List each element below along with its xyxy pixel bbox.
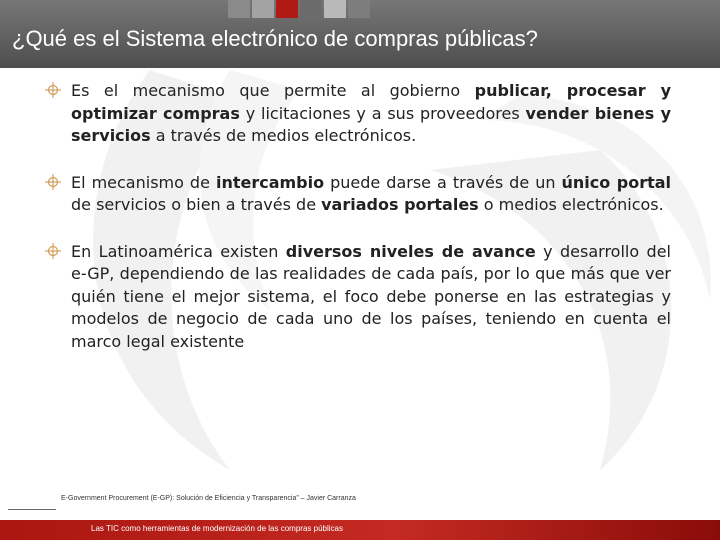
crosshair-circle-icon bbox=[44, 242, 62, 260]
bullet-item bbox=[47, 241, 671, 354]
bullet-emphasis: vender bienes y servicios bbox=[71, 103, 672, 145]
footer-bar bbox=[0, 520, 720, 540]
header-squares-decoration bbox=[0, 0, 720, 22]
bullet-text-segment: El mecanismo de bbox=[71, 172, 216, 192]
bullet-text-segment: a través de medios electrónicos. bbox=[150, 126, 417, 145]
footnote: E-Government Procurement (E-GP): Solución de Eficiencia y Transparencia” – Javier Carranza bbox=[61, 495, 356, 502]
bullet-text bbox=[71, 172, 671, 217]
bullet-item bbox=[47, 80, 671, 148]
bullet-emphasis: intercambio bbox=[215, 172, 325, 192]
crosshair-circle-icon bbox=[44, 81, 62, 99]
slide-title: ¿Qué es el Sistema electrónico de compras públicas? bbox=[12, 26, 538, 51]
bullet-item bbox=[47, 172, 671, 217]
bullet-emphasis: publicar, procesar y optimizar compras bbox=[71, 81, 671, 123]
footer-text: Las TIC como herramientas de modernización de las compras públicas bbox=[91, 524, 343, 533]
bullet-emphasis: único portal bbox=[561, 172, 672, 192]
bullet-text-segment: de servicios o bien a través de bbox=[71, 195, 322, 214]
bullet-text-segment: y desarrollo del e-GP, dependiendo de las realidades de cada país, por lo que más que ver quién tiene el mejor sistema, el foco debe ponerse en las estrategias y modelos de negocio de cada uno de los países, teniendo en cuenta el marco legal existente bbox=[71, 241, 672, 351]
crosshair-circle-icon bbox=[44, 173, 62, 191]
footnote-divider bbox=[8, 509, 56, 510]
bullet-list bbox=[47, 80, 671, 377]
bullet-text-segment: En Latinoamérica existen bbox=[71, 241, 286, 261]
bullet-text-segment: y licitaciones y a sus proveedores bbox=[239, 103, 526, 123]
bullet-text bbox=[71, 241, 671, 354]
bullet-text bbox=[71, 80, 671, 148]
bullet-text-segment: o medios electrónicos. bbox=[478, 195, 664, 214]
bullet-emphasis: diversos niveles de avance bbox=[285, 241, 536, 261]
bullet-text-segment: Es el mecanismo que permite al gobierno bbox=[71, 81, 475, 100]
bullet-emphasis: variados portales bbox=[321, 195, 479, 214]
bullet-text-segment: puede darse a través de un bbox=[324, 172, 562, 192]
